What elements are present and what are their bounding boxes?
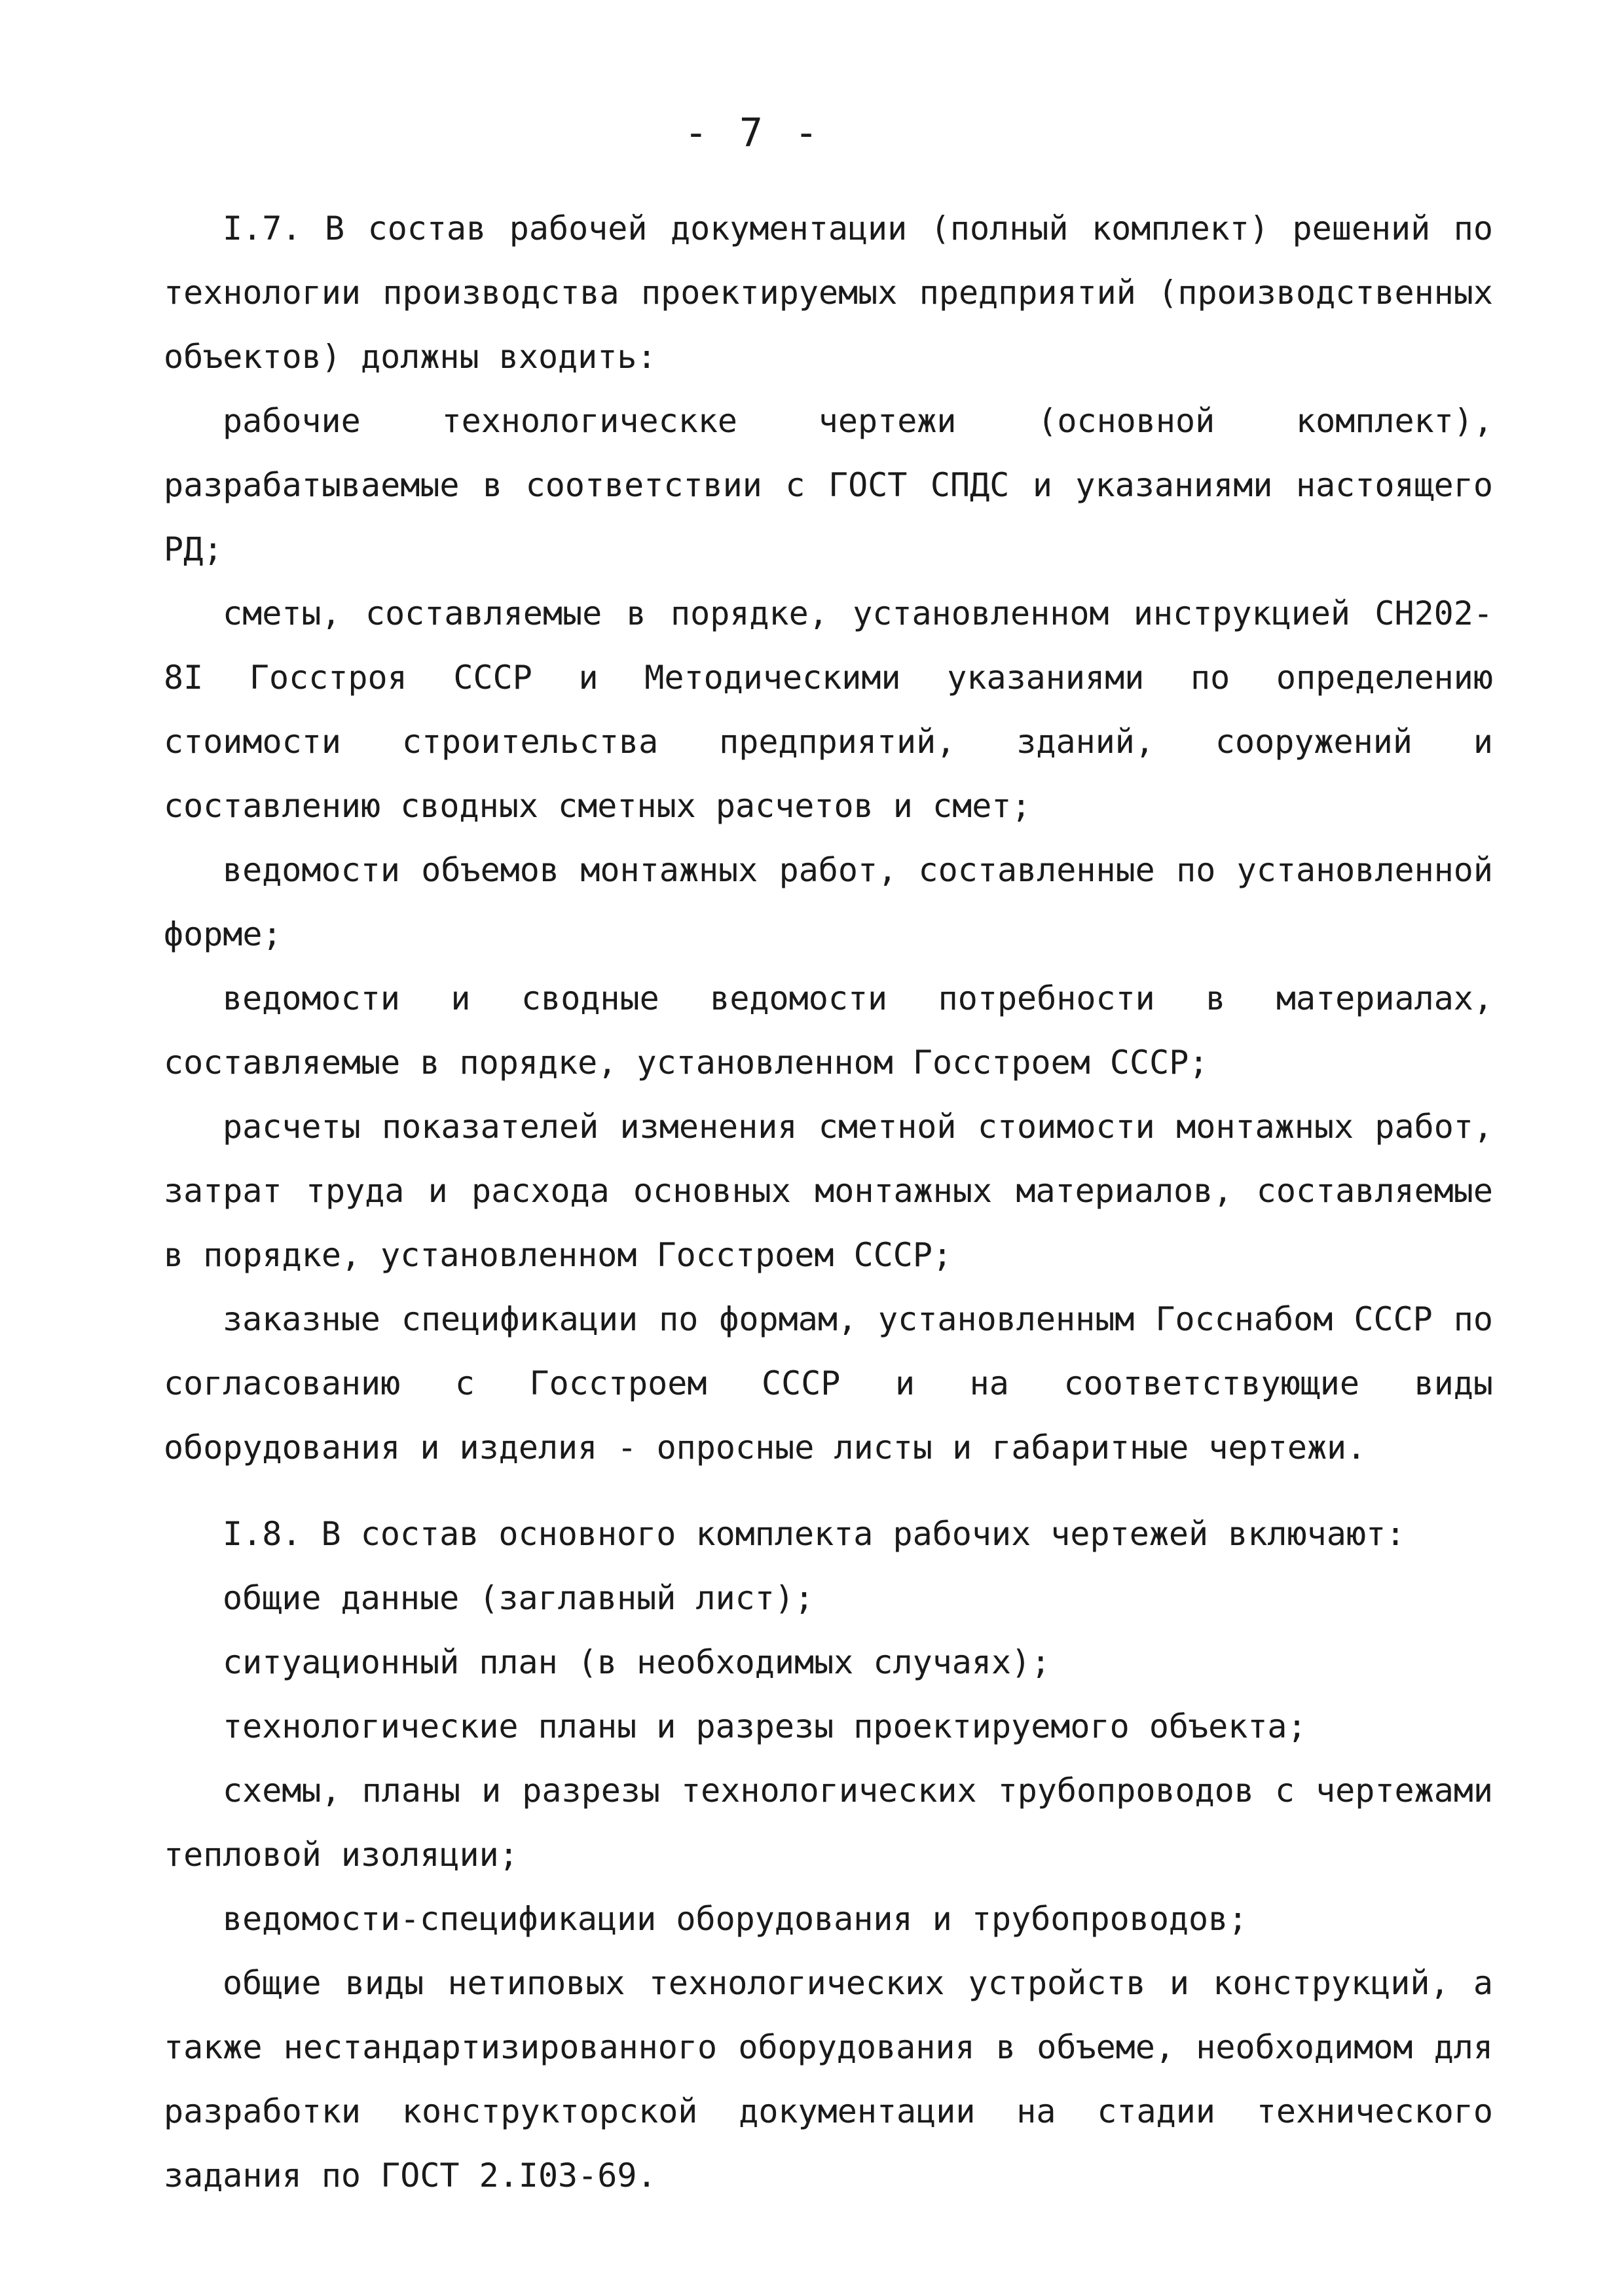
section-1-8-intro: I.8. В состав основного комплекта рабочих чертежей включают: [223,1515,1406,1553]
section-1-7-item-1: рабочие технологическке чертежи (основной комплект), разрабатываемые в соответствии с ГОСТ СПДС и указаниями настоящего РД; [164,402,1493,568]
section-1-8-item-1: общие данные (заглавный лист); [223,1579,815,1617]
section-1-8-item-4: схемы, планы и разрезы технологических трубопроводов с чертежами тепловой изоляции; [164,1772,1493,1874]
section-1-8-item-2: ситуационный план (в необходимых случаях); [223,1643,1051,1681]
section-1-7-intro: I.7. В состав рабочей документации (полный комплект) решений по технологии производства проектируемых предприятий (производственных объектов) должны входить: [164,210,1493,376]
document-body [164,196,1493,2208]
section-gap [164,1480,1493,1502]
section-1-7-item-4: ведомости и сводные ведомости потребности в материалах, составляемые в порядке, установленном Госстроем СССР; [164,979,1493,1082]
section-1-8-item-6: общие виды нетиповых технологических устройств и конструкций, а также нестандартизированного оборудования в объеме, необходимом для разработки конструкторской документации на стадии технического задания по ГОСТ 2.I03-69. [164,1964,1493,2195]
section-1-7-item-5: расчеты показателей изменения сметной стоимости монтажных работ, затрат труда и расхода основных монтажных материалов, составляемые в порядке, установленном Госстроем СССР; [164,1108,1493,1274]
section-1-7-item-3: ведомости объемов монтажных работ, составленные по установленной форме; [164,851,1493,953]
section-1-8-item-5: ведомости-спецификации оборудования и трубопроводов; [223,1900,1248,1938]
section-1-8-item-3: технологические планы и разрезы проектируемого объекта; [223,1707,1307,1745]
section-1-7-item-6: заказные спецификации по формам, установленным Госснабом СССР по согласованию с Госстроем СССР и на соответствующие виды оборудования и изделия - опросные листы и габаритные чертежи. [164,1300,1493,1467]
section-1-7-item-2: сметы, составляемые в порядке, установленном инструкцией СН202-8I Госстроя СССР и Методическими указаниями по определению стоимости строительства предприятий, зданий, сооружений и составлению сводных сметных расчетов и смет; [164,594,1493,825]
page-number: - 7 - [684,110,822,156]
